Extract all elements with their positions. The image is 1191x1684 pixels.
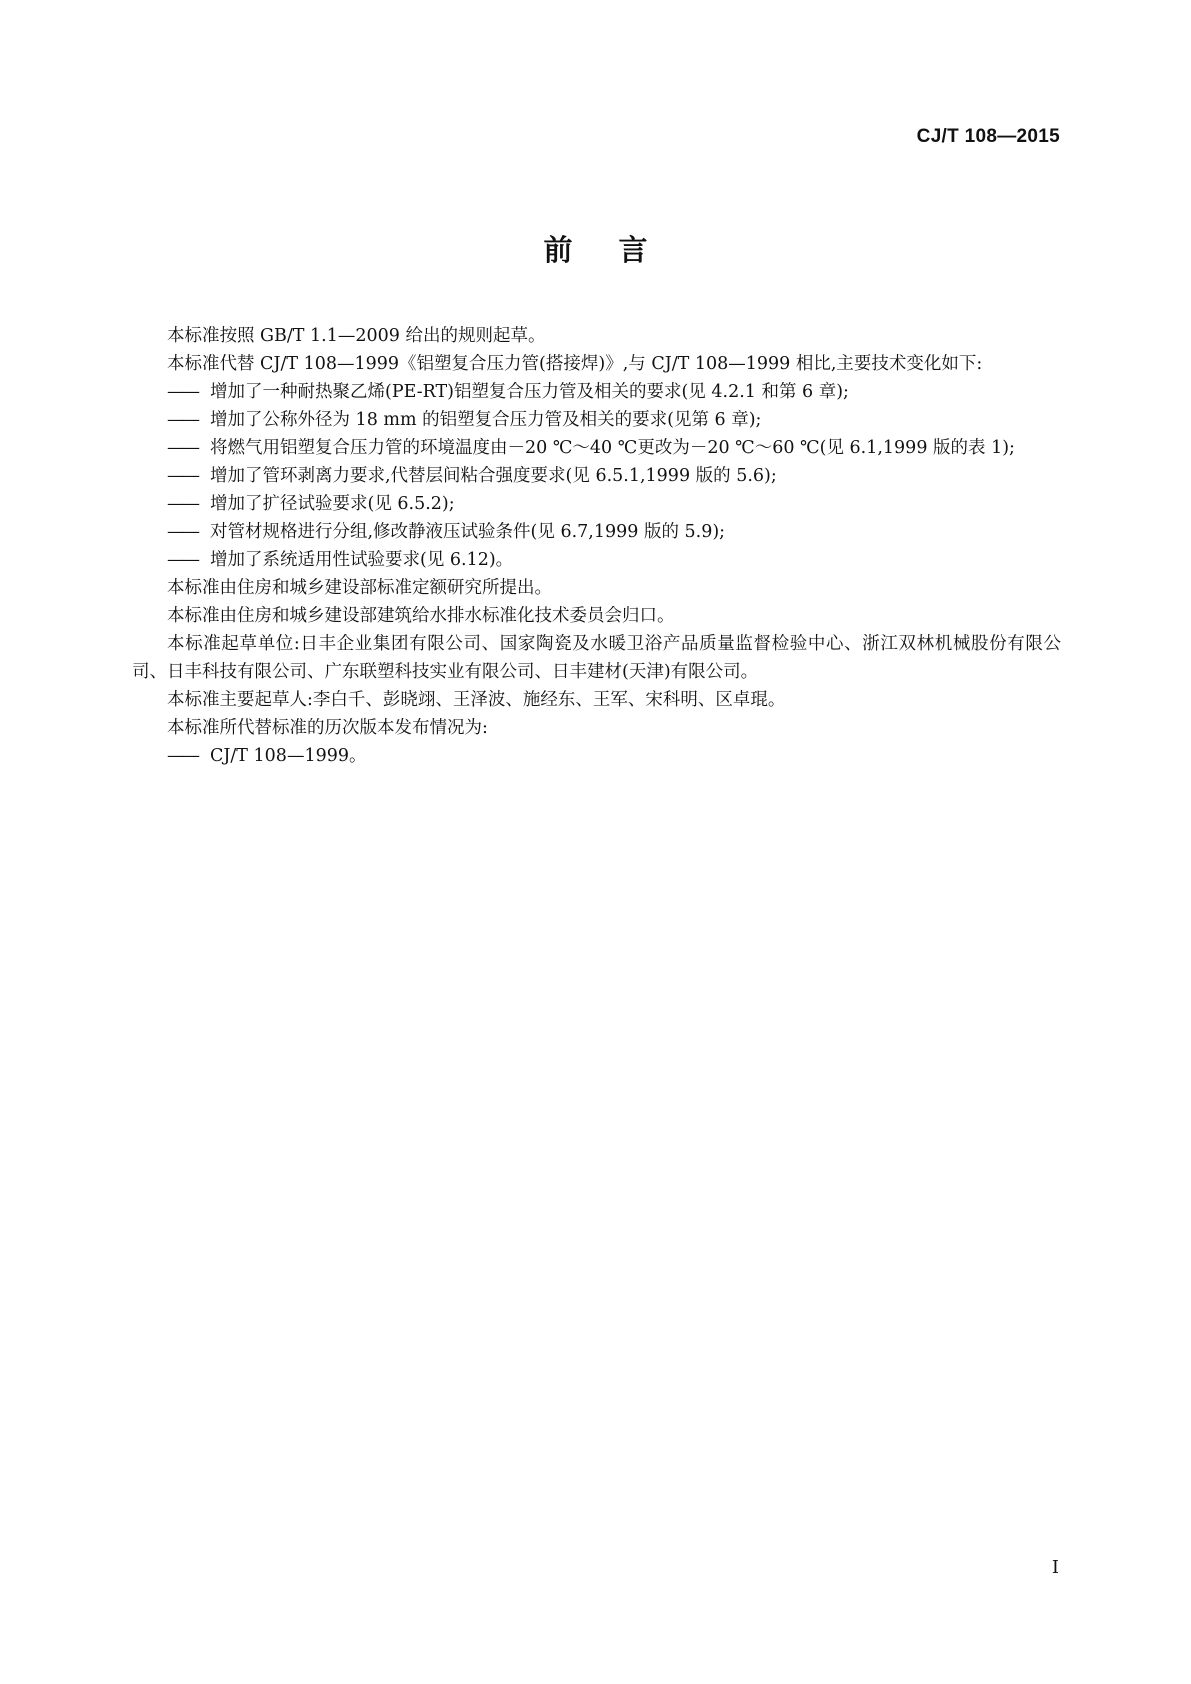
dash-marker: —— — [167, 466, 198, 486]
change-item — [132, 406, 1061, 434]
paragraph-proposer: 本标准由住房和城乡建设部标准定额研究所提出。 — [167, 578, 552, 598]
paragraph-version-history: 本标准所代替标准的历次版本发布情况为: — [167, 718, 488, 738]
dash-marker: —— — [167, 410, 198, 430]
page-number: I — [1051, 1557, 1059, 1578]
change-text: 对管材规格进行分组,修改静液压试验条件(见 6.7,1999 版的 5.9); — [210, 522, 726, 542]
change-item — [132, 518, 1061, 546]
dash-marker: —— — [167, 494, 198, 514]
change-item — [132, 490, 1061, 518]
paragraph-drafting-units: 本标准起草单位:日丰企业集团有限公司、国家陶瓷及水暖卫浴产品质量监督检验中心、浙江双林机械股份有限公司、日丰科技有限公司、广东联塑科技实业有限公司、日丰建材(天津)有限公司。 — [132, 634, 1061, 682]
dash-marker: —— — [167, 382, 198, 402]
change-text: 将燃气用铝塑复合压力管的环境温度由－20 ℃～40 ℃更改为－20 ℃～60 ℃(见 6.1,1999 版的表 1); — [210, 438, 1015, 458]
dash-marker: —— — [167, 522, 198, 542]
dash-marker: —— — [167, 438, 198, 458]
change-text: 增加了公称外径为 18 mm 的铝塑复合压力管及相关的要求(见第 6 章); — [210, 410, 762, 430]
page-title: 前言 — [543, 233, 694, 267]
dash-marker: —— — [167, 550, 198, 570]
version-text: CJ/T 108—1999。 — [210, 746, 367, 766]
standard-code: CJ/T 108—2015 — [916, 126, 1060, 147]
change-item — [132, 378, 1061, 406]
change-text: 增加了管环剥离力要求,代替层间粘合强度要求(见 6.5.1,1999 版的 5.6); — [210, 466, 777, 486]
foreword-body — [132, 322, 1061, 770]
paragraph-replacement: 本标准代替 CJ/T 108—1999《铝塑复合压力管(搭接焊)》,与 CJ/T 108—1999 相比,主要技术变化如下: — [167, 354, 983, 374]
paragraph-drafting-rules: 本标准按照 GB/T 1.1—2009 给出的规则起草。 — [167, 326, 546, 346]
change-item — [132, 434, 1061, 462]
dash-marker: —— — [167, 746, 198, 766]
version-item — [132, 742, 1061, 770]
change-item — [132, 546, 1061, 574]
change-text: 增加了系统适用性试验要求(见 6.12)。 — [210, 550, 514, 570]
paragraph-committee: 本标准由住房和城乡建设部建筑给水排水标准化技术委员会归口。 — [167, 606, 675, 626]
change-item — [132, 462, 1061, 490]
paragraph-drafters: 本标准主要起草人:李白千、彭晓翊、王泽波、施经东、王军、宋科明、区卓琨。 — [167, 690, 786, 710]
change-text: 增加了一种耐热聚乙烯(PE-RT)铝塑复合压力管及相关的要求(见 4.2.1 和第 6 章); — [210, 382, 849, 402]
change-text: 增加了扩径试验要求(见 6.5.2); — [210, 494, 455, 514]
